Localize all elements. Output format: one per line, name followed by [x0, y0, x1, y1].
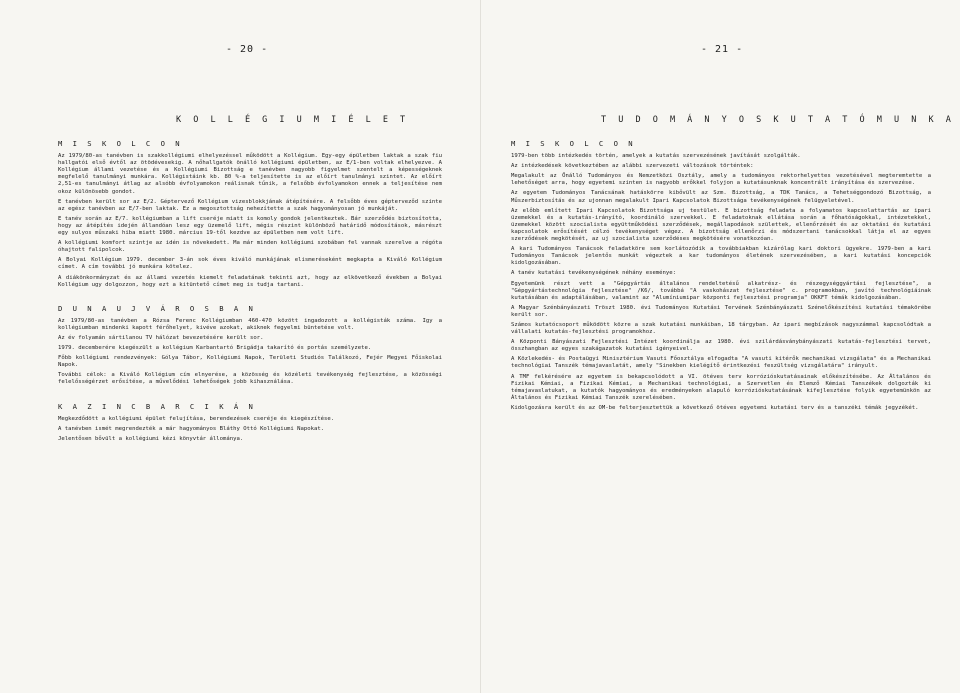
paragraph: Főbb kollégiumi rendezvények: Gólya Tábor, Kollégiumi Napok, Területi Studiós Találkozó, Fejér Megyei Főiskolai Napok.	[58, 355, 442, 369]
section-title: M I S K O L C O N	[58, 139, 183, 148]
right-column	[511, 140, 931, 415]
paragraph: A kari Tudományos Tanácsok feladatköre sem korlátozódik a továbbiakban kizárólag kari doktori ügyekre. 1979-ben a kari Tudományos Tanácsok jelentős munkát végeztek a kar tudományos életének szervezésében, a kari kutatási koncepciók kidolgozásában.	[511, 246, 931, 267]
page-number: - 21 -	[701, 44, 744, 55]
paragraph: Az egyetem Tudományos Tanácsának hatáskörre kibővült az Szm. Bizottság, a TDK Tanács, a Tehetséggondozó Bizottság, a Műszerbiztosítás és az ujonnan megalakult Ipari Kapcsolatok Bizottsága tevékenységének felügyeletével.	[511, 190, 931, 204]
paragraph: 1979. decemberére kiegészült a kollégium Karbantartó Brigádja takarító és portás személyzete.	[58, 345, 372, 352]
paragraph: A tanévben ismét megrendezték a már hagyományos Bláthy Ottó Kollégiumi Napokat.	[58, 425, 325, 432]
paragraph: Az 1979/80-as tanévben is szakkollégiumi elhelyezéssel működött a Kollégium. Egy-egy épületben laktak a szak fiu hallgatói első évtől az ötödévesekig. A nőhallgatók önálló kollégiumi épületben, az E/1-ben voltak elhelyezve. A Kollégium állami vezetése és a Kollégiumi Bizottság e tanévben nagyobb figyelmet szentelt a képességeknek megfelelő tanulmányi munkára. Kollégistáink kb. 80 %-a teljesítette is az előírt tanulmányi szintet. Az előírt 2,51-es tanulmányi átlag az alsóbb évfolyamokon reálisnak tűnik, a felsőbb évfolyamokon ennek a teljesítése nem okoz különösebb gondot.	[58, 153, 442, 195]
right-page	[480, 0, 960, 693]
page-heading: T U D O M Á N Y O S K U T A T Ó M U N K A	[601, 115, 955, 125]
paragraph: Jelentősen bővült a kollégiumi kézi könyvtár állománya.	[58, 435, 244, 442]
paragraph: Az év folyamán sártilanou TV hálózat bevezetésére került sor.	[58, 334, 264, 341]
page-heading: K O L L É G I U M I É L E T	[176, 115, 409, 125]
paragraph: A Bolyai Kollégium 1979. december 3-án sok éves kiváló munkájának elismeréseként megkapta a Kiváló Kollégium címet. A cím további jó munkára kötelez.	[58, 257, 442, 271]
paragraph: A TMF felkérésére az egyetem is bekapcsolódott a VI. ötéves terv korrózióskutatásainak előkészítésébe. Az Általános és Fizikai Kémiai, a Fizikai Kémiai, a Mechanikai technológiai, a Szervetlen és Elemző Kémiai Tanszékek dolgozták ki témajavaslatukat, a kutatók hagyományos és eredményeken alapuló korrózióskutatásának kifejlesztése folyik egyetemünkön az Általános és Fizikai Kémiai Tanszék szerelésében.	[511, 373, 931, 401]
paragraph: Számos kutatócsoport működött közre a szak kutatási munkáiban, 18 tárgyban. Az ipari megbízások nagyszámmal kapcsolódtak a vállalati kutatás-fejlesztési programokhoz.	[511, 321, 931, 336]
paragraph: A tanév kutatási tevékenységének néhány eseménye:	[511, 270, 677, 277]
section-title: M I S K O L C O N	[511, 139, 636, 148]
page-number: - 20 -	[226, 44, 269, 55]
paragraph: Egyetemünk részt vett a "Gépgyártás általános rendeltetésű alkatrész- és részegységgyártási fejlesztése", a "Gépgyártástechnológia fejlesztése" /K6/, továbbá "A vaskohászat fejlesztése" c. programokban, javító technológiáinak kutatásában és adaptálásában, valamint az "Alumíniumipar központi fejlesztési programja" OKKFT témák kidolgozásában.	[511, 280, 931, 301]
paragraph: Megkezdődött a kollégiumi épület felujítása, berendezések cseréje és kiegészítése.	[58, 415, 335, 422]
paragraph: A kollégiumi komfort szintje az idén is növekedett. Ma már minden kollégiumi szobában fel vannak szerelve a régóta óhajtott falipolcok.	[58, 240, 442, 254]
paragraph: E tanév során az E/7. kollégiumban a lift cseréje miatt is komoly gondok jelentkeztek. Bár szerződés biztosította, hogy az átépítés idején állandóan lesz egy üzemelő lift, mégis részint különböző határidő módosítások, másrészt egy sulyos műszaki hiba miatt 1980. március 19-től kezdve az épületben nem volt lift.	[58, 215, 442, 237]
paragraph: A Közlekedés- és Postaügyi Minisztérium Vasuti Főosztálya elfogadta "A vasuti kitérők mechanikai vizsgálata" és a Mechanikai technológiai Tanszék témajavaslatát, amely "Sinekben kielégítő érintkezési feszültség vizsgálatára" irányult.	[511, 356, 931, 370]
paragraph: 1979-ben több intézkedés történ, amelyek a kutatás szervezésének javítását szolgálták.	[511, 153, 801, 160]
paragraph: A Központi Bányászati Fejlesztési Intézet koordinálja az 1980. évi szilárdásványbányászati kutatás-fejlesztési tervet, összhangban az egyes szakágazatok kutatási igényeivel.	[511, 339, 931, 353]
paragraph: Az előbb említett Ipari Kapcsolatok Bizottsága uj testület. E bizottság feladata a folyamatos kapcsolattartás az ipari üzemekkel és a kutatás-irányító, koordináló szervekkel. E feladatoknak ellátása során a főhatóságokkal, intézetekkel, üzemekkel között szocialista együttműködési szerződések, megállapodások születtek, ellenőrzését és az oktatási és kutatási kapcsolatok erősítését célzó tevékenységet végez. A bizottság ellenőrzi és módszertani tanácsokkal látja el az egyes szerződések megkötését, az uj szocialista szerződéses megkötésére vonatkozóan.	[511, 207, 931, 243]
section-title: D U N A U J V Á R O S B A N	[58, 303, 256, 313]
section-title: K A Z I N C B A R C I K Á N	[58, 401, 256, 411]
paragraph: A Magyar Szénbányászati Tröszt 1980. évi Tudományos Kutatási Tervének Szénbányászati Szénelőkészítési kutatási témakörébe került sor.	[511, 304, 931, 318]
paragraph: E tanévben került sor az E/2. Géptervező Kollégium vizesblokkjának átépítésére. A felsőbb éves gépterveződ szinte az egész tanévben az E/7-ben laktak. Ez a megosztottság nehezítette a szak hagyományosan jó munkáját.	[58, 198, 442, 212]
paragraph: További célok: a Kiváló Kollégium cím elnyerése, a közösség és közéleti tevékenység fejlesztése, a közösségi felelősségérzet erősítése, a művelődési lehetőségek jobb kihasználása.	[58, 372, 442, 386]
paragraph: Az intézkedések következtében az alábbi szervezeti változások történtek:	[511, 163, 754, 170]
paragraph: A diákönkormányzat és az állami vezetés kiemelt feladatának tekinti azt, hogy az elkövetkező években a Bolyai Kollégium ugy dolgozzon, hogy ezt a kitüntető címet meg is tudja tartani.	[58, 274, 442, 288]
left-column	[58, 140, 442, 446]
paragraph: Megalakult az Önálló Tudományos és Nemzetközi Osztály, amely a tudományos rektorhelyettes vezetésével megteremtette a lehetőséget arra, hogy egyetemi szinten is nagyobb erőkkel folyjon a kutatásunknak koncentrált irányítása és szervezése.	[511, 173, 931, 187]
paragraph: Az 1979/80-as tanévben a Rózsa Ferenc Kollégiumban 460-470 között ingadozott a kollégisták száma. Igy a kollégiumban mindenki kapott férőhelyet, kivéve azokat, akiknek fegyelmi büntetése volt.	[58, 317, 442, 331]
paragraph: Kidolgozásra került és az OM-be felterjesztettük a következő ötéves egyetemi kutatási terv és a tanszéki témák jegyzékét.	[511, 404, 919, 411]
